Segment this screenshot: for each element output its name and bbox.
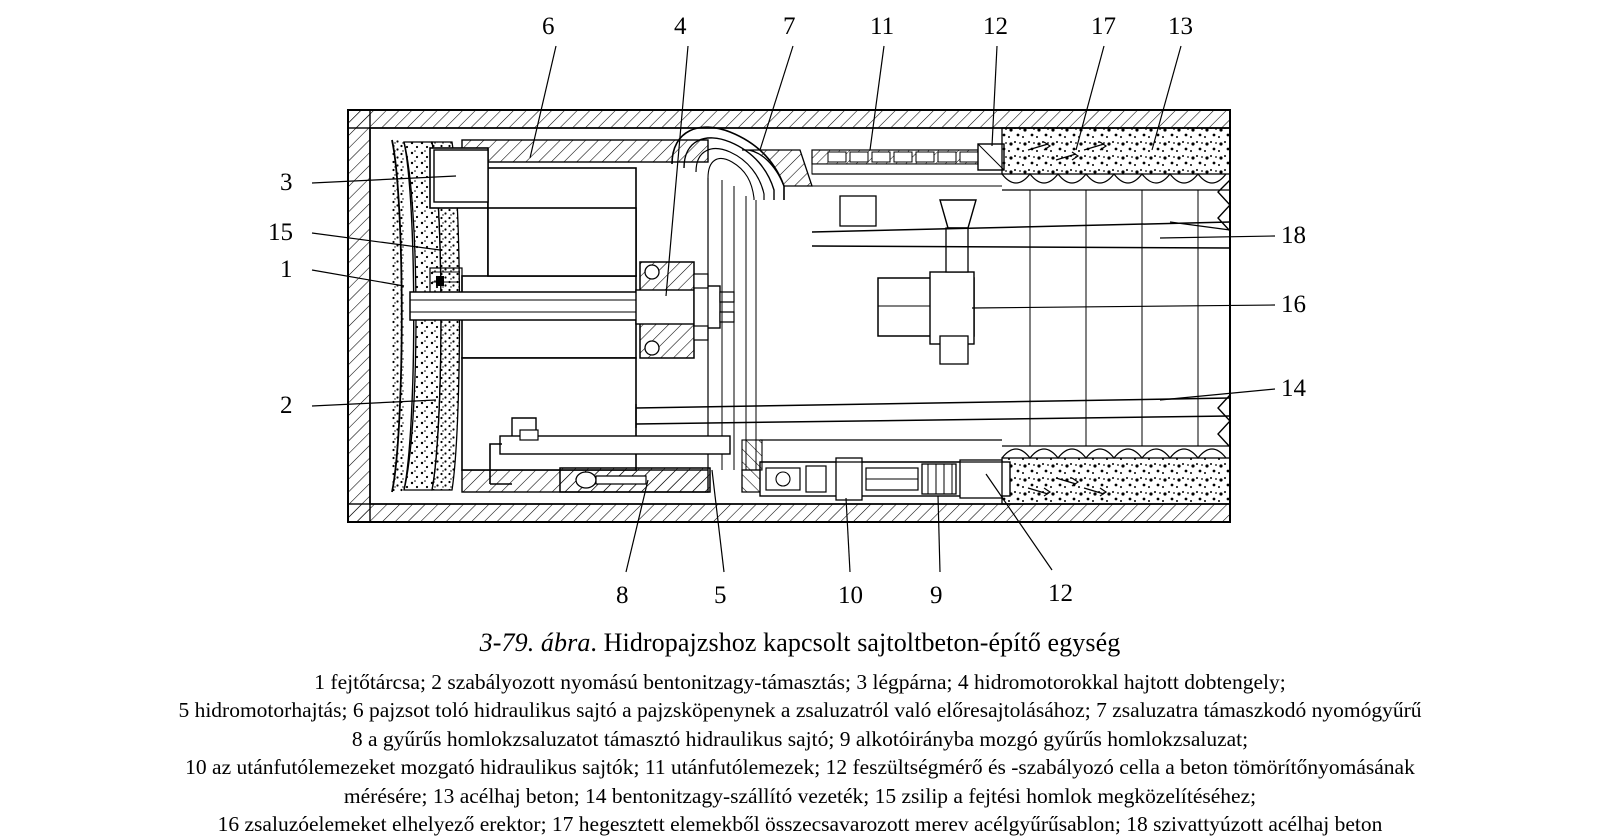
callout-6: 6 <box>542 13 555 40</box>
figure-number: 3-79. ábra <box>479 628 591 657</box>
callout-10: 10 <box>838 582 863 609</box>
callout-18: 18 <box>1281 222 1306 249</box>
callout-11: 11 <box>870 13 895 40</box>
callout-16: 16 <box>1281 291 1306 318</box>
figure-caption-block <box>0 628 1600 838</box>
figure-title-separator: . <box>590 628 604 657</box>
callout-4: 4 <box>674 13 687 40</box>
callout-13: 13 <box>1168 13 1193 40</box>
callout-14: 14 <box>1281 375 1306 402</box>
figure-title-text: Hidropajzshoz kapcsolt sajtoltbeton-építő egység <box>603 628 1121 657</box>
legend-line: 1 fejtőtárcsa; 2 szabályozott nyomású bentonitzagy-támasztás; 3 légpárna; 4 hidromotorokkal hajtott dobtengely; <box>314 670 1286 694</box>
legend-line: 16 zsaluzóelemeket elhelyező erektor; 17 hegesztett elemekből összecsavarozott merev acélgyűrűsablon; 18 szivattyúzott acélhaj beton <box>217 811 1383 836</box>
callout-7: 7 <box>783 13 796 40</box>
figure-legend <box>0 668 1600 838</box>
callout-12-bottom: 12 <box>1048 580 1073 607</box>
callout-1: 1 <box>280 256 293 283</box>
callout-2: 2 <box>280 392 293 419</box>
legend-line: 5 hidromotorhajtás; 6 pajzsot toló hidraulikus sajtó a pajzsköpenynek a zsaluzatról való előresajtolásához; 7 zsaluzatra támaszkodó nyomógyűrű <box>178 698 1422 723</box>
callout-12-top: 12 <box>983 13 1008 40</box>
callout-15: 15 <box>268 219 293 246</box>
callout-8: 8 <box>616 582 629 609</box>
legend-line: mérésére; 13 acélhaj beton; 14 bentonitzagy-szállító vezeték; 15 zsilip a fejtési homlok megközelítéséhez; <box>343 783 1257 808</box>
legend-line: 8 a gyűrűs homlokzsaluzatot támasztó hidraulikus sajtó; 9 alkotóirányba mozgó gyűrűs homlokzsaluzat; <box>351 726 1249 751</box>
callout-9: 9 <box>930 582 943 609</box>
callout-17: 17 <box>1091 13 1116 40</box>
callout-5: 5 <box>714 582 727 609</box>
legend-line: 10 az utánfutólemezeket mozgató hidraulikus sajtók; 11 utánfutólemezek; 12 feszültségmérő és -szabályozó cella a beton tömörítőnyomásának <box>185 755 1415 780</box>
callout-3: 3 <box>280 169 293 196</box>
figure-title <box>0 628 1600 658</box>
